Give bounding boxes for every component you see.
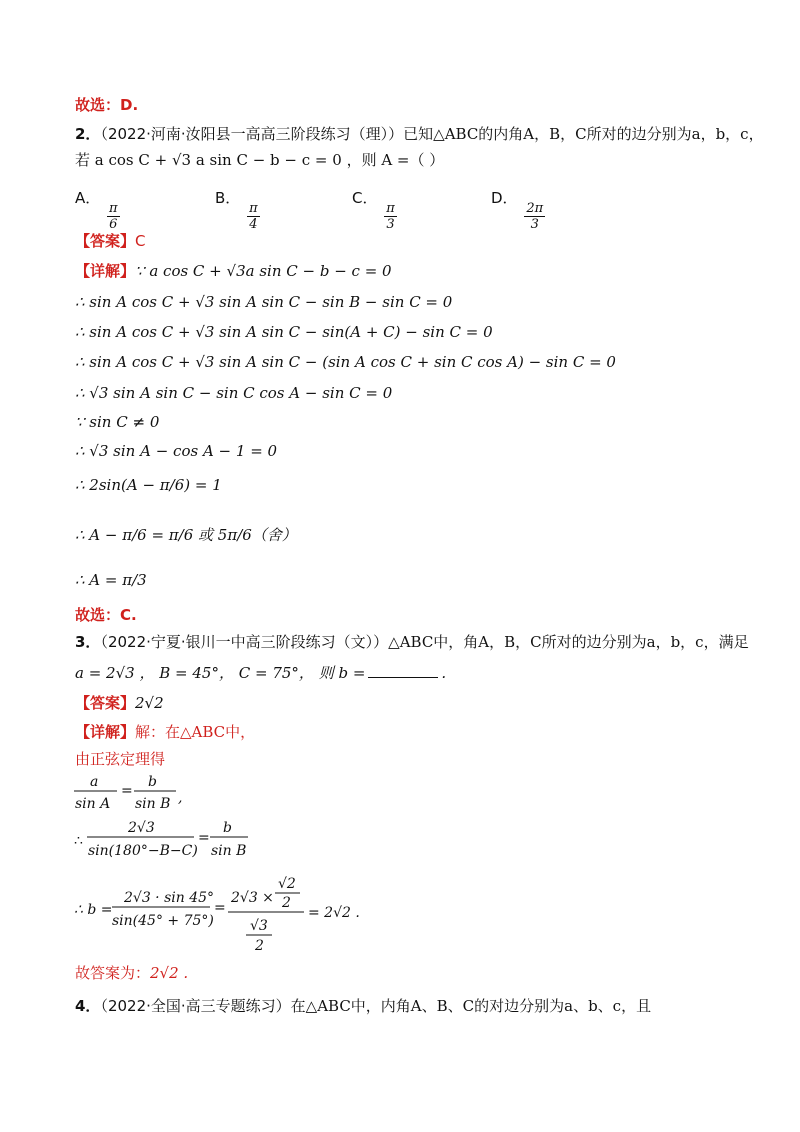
option-label: D．	[491, 189, 518, 207]
q3-header	[75, 632, 749, 652]
svg-text:sin(180°−B−C): sin(180°−B−C)	[88, 843, 198, 859]
q2-detail-step-9: ∴ A − π/6 = π/6 或 5π/6（舍）	[75, 526, 297, 544]
option-den: 3	[530, 217, 539, 232]
q2-detail-step-10: ∴ A = π/3	[75, 571, 147, 589]
q2-detail-step-4: ∴ sin A cos C + √3 sin A sin C − (sin A cos C + sin C cos A) − sin C = 0	[75, 353, 616, 371]
q3-final	[75, 963, 188, 983]
detail-tag: 【详解】	[75, 723, 136, 741]
option-den: 6	[109, 217, 118, 232]
q2-option-a	[75, 188, 122, 232]
svg-text:b: b	[223, 820, 232, 836]
detail-tag: 【详解】	[75, 262, 136, 280]
svg-text:√2: √2	[278, 876, 296, 892]
q2-conclusion: 故选：C.	[75, 606, 137, 624]
q4-header	[75, 996, 651, 1016]
answer-value: C	[135, 232, 146, 250]
q2-detail-step-5: ∴ √3 sin A sin C − sin C cos A − sin C = 0	[75, 384, 393, 402]
svg-text:a: a	[90, 774, 99, 790]
final-value: 2√2 .	[150, 964, 189, 982]
condition-c: C = 75°，	[238, 664, 314, 682]
svg-text:√3: √3	[250, 918, 268, 934]
q3-formula-1	[72, 772, 182, 814]
answer-blank	[368, 677, 438, 678]
option-num: 2π	[526, 201, 544, 216]
q2-stem: 已知△ABC的内角A，B，C所对的边分别为a，b，c，	[403, 125, 764, 143]
answer-tag: 【答案】	[75, 232, 136, 250]
q3-stem: △ABC中，角A，B，C所对的边分别为a，b，c，满足	[388, 633, 749, 651]
svg-text:∴: ∴	[74, 833, 83, 849]
q3-formula-3	[72, 870, 360, 954]
svg-text:=: =	[198, 830, 210, 846]
q2-option-b	[215, 188, 262, 232]
q4-number: 4．	[75, 997, 101, 1015]
q2-detail-step-6: ∵ sin C ≠ 0	[75, 413, 160, 431]
svg-text:b: b	[148, 774, 157, 790]
q3-source: （2022·宁夏·银川一中高三阶段练习（文））	[100, 633, 389, 651]
q4-stem: 在△ABC中，内角A、B、C的对边分别为a、b、c，且	[290, 997, 652, 1015]
q2-detail-step-1	[75, 261, 392, 281]
option-label: C．	[352, 189, 378, 207]
option-num: π	[249, 201, 258, 216]
svg-text:2√3 · sin 45°: 2√3 · sin 45°	[124, 890, 215, 906]
q3-number: 3．	[75, 633, 101, 651]
option-label: B．	[215, 189, 241, 207]
svg-text:sin A: sin A	[75, 796, 111, 812]
final-label: 故答案为：	[75, 964, 151, 982]
option-den: 3	[386, 217, 395, 232]
svg-text:sin B: sin B	[211, 843, 247, 859]
q3-condition: a = 2√3 ， B = 45°， C = 75°， 则 b = .	[75, 664, 447, 682]
condition-a: a = 2√3 ，	[75, 664, 155, 682]
svg-text:=: =	[121, 783, 133, 799]
svg-text:sin B: sin B	[135, 796, 171, 812]
q2-condition: 若 a cos C + √3 a sin C − b − c = 0 ，则 A =（ ）	[75, 151, 445, 169]
step-text: ∵ a cos C + √3a sin C − b − c = 0	[135, 262, 392, 280]
q4-source: （2022·全国·高三专题练习）	[100, 997, 291, 1015]
svg-text:sin(45° + 75°): sin(45° + 75°)	[112, 913, 214, 929]
q2-option-c	[352, 188, 399, 232]
q3-answer	[75, 693, 164, 713]
q2-number: 2．	[75, 125, 101, 143]
answer-tag: 【答案】	[75, 694, 136, 712]
condition-b: B = 45°，	[159, 664, 234, 682]
svg-text:=: =	[214, 900, 226, 916]
q3-detail	[75, 722, 255, 742]
q2-detail-step-2: ∴ sin A cos C + √3 sin A sin C − sin B − sin C = 0	[75, 293, 453, 311]
svg-text:2: 2	[255, 938, 264, 954]
q1-conclusion: 故选：D.	[75, 96, 139, 114]
q3-law: 由正弦定理得	[75, 750, 166, 768]
option-num: π	[386, 201, 395, 216]
detail-intro: 解：在△ABC中，	[135, 723, 256, 741]
svg-text:2√3: 2√3	[128, 820, 155, 836]
q2-answer	[75, 231, 146, 251]
option-label: A．	[75, 189, 101, 207]
svg-text:2√3 ×: 2√3 ×	[231, 890, 274, 906]
svg-text:∴ b =: ∴ b =	[74, 902, 113, 918]
q2-detail-step-7: ∴ √3 sin A − cos A − 1 = 0	[75, 442, 278, 460]
option-den: 4	[249, 217, 258, 232]
q2-header	[75, 124, 764, 144]
condition-ask: 则 b =	[318, 664, 366, 682]
svg-text:= 2√2 .: = 2√2 .	[308, 905, 360, 921]
q2-option-d	[491, 188, 547, 232]
q3-formula-2	[72, 818, 252, 862]
q2-detail-step-3: ∴ sin A cos C + √3 sin A sin C − sin(A + C) − sin C = 0	[75, 323, 493, 341]
option-num: π	[109, 201, 118, 216]
answer-value: 2√2	[135, 694, 164, 712]
q2-detail-step-8: ∴ 2sin(A − π/6) = 1	[75, 476, 222, 494]
svg-text:2: 2	[282, 895, 291, 911]
q2-source: （2022·河南·汝阳县一高高三阶段练习（理））	[100, 125, 404, 143]
svg-text:,: ,	[178, 790, 183, 806]
